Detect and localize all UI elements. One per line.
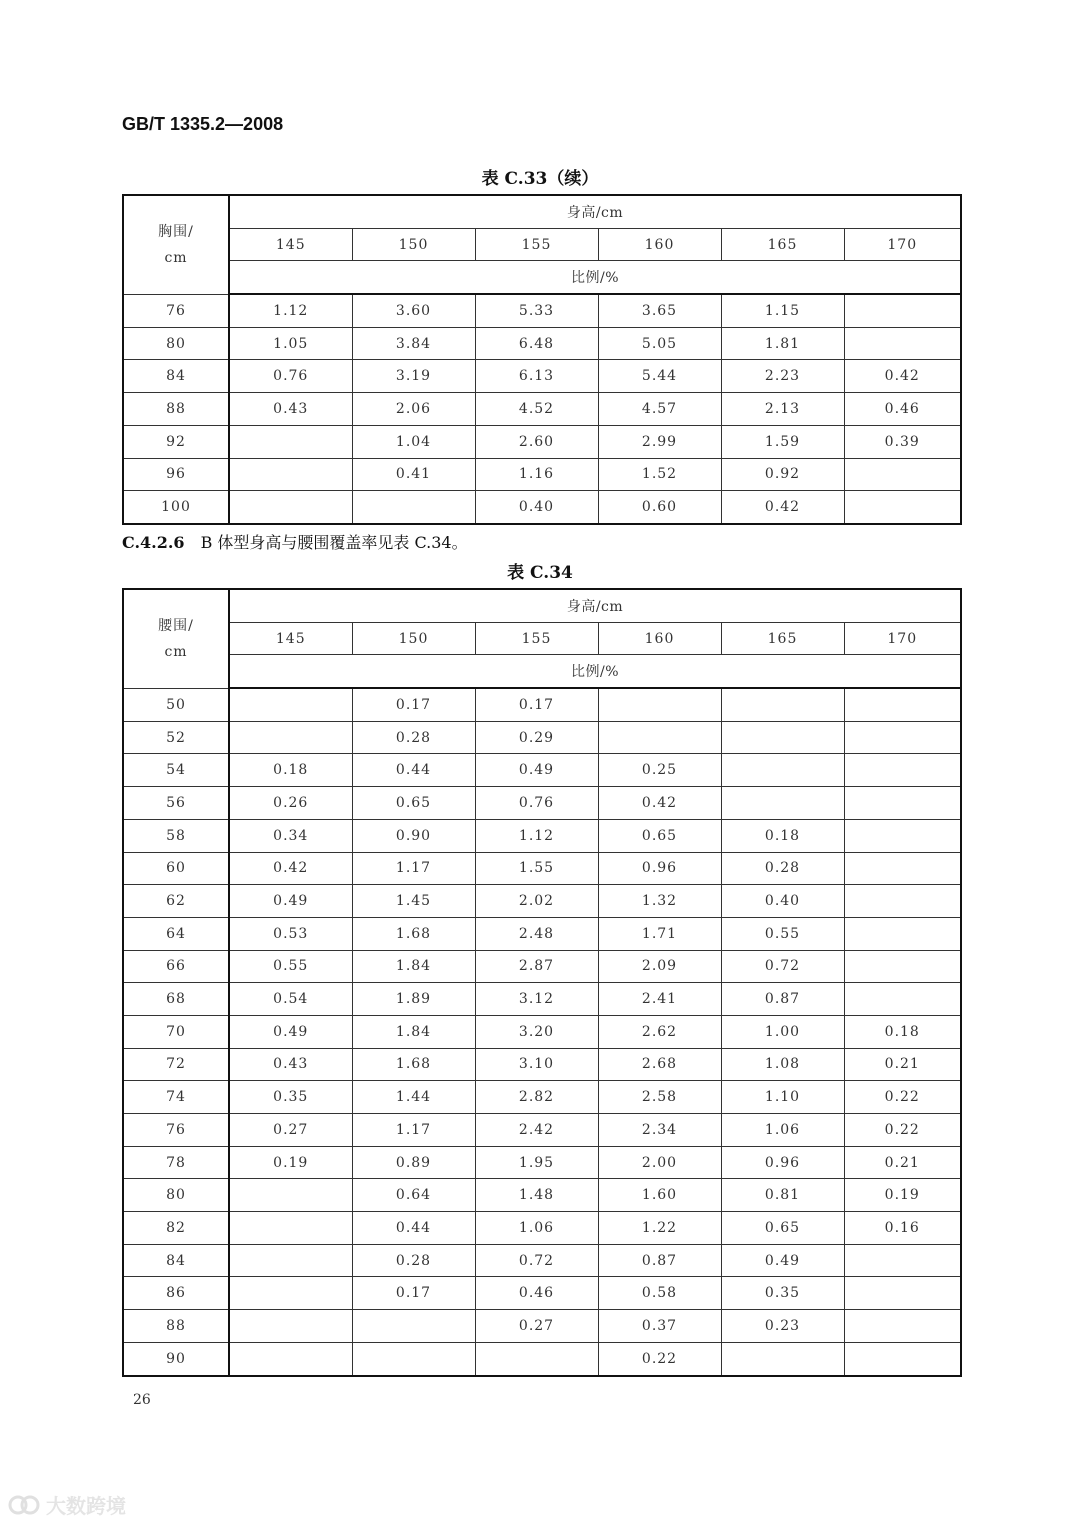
value-cell [844,950,961,983]
row-label-cell: 86 [123,1277,229,1310]
value-cell: 0.81 [721,1179,844,1212]
heights-row [123,228,961,261]
value-cell: 3.20 [475,1015,598,1048]
value-cell: 0.17 [352,688,475,721]
table-row [123,360,961,393]
value-cell: 0.43 [229,393,352,426]
table-row [123,1146,961,1179]
table-row [123,1244,961,1277]
value-cell: 0.42 [229,852,352,885]
value-cell: 1.10 [721,1081,844,1114]
value-cell: 0.54 [229,983,352,1016]
value-cell [844,1244,961,1277]
value-cell: 0.60 [598,491,721,524]
value-cell [721,721,844,754]
height-group-header: 身高/cm [229,589,961,622]
table-33-body [123,294,961,524]
table-row [123,425,961,458]
value-cell: 0.96 [721,1146,844,1179]
value-cell: 0.27 [229,1114,352,1147]
value-cell: 2.09 [598,950,721,983]
heights-row [123,622,961,655]
value-cell: 1.84 [352,1015,475,1048]
table-34-caption: 表 C.34 [507,563,573,583]
value-cell: 2.41 [598,983,721,1016]
unit-header: 比例/% [229,655,961,688]
value-cell: 2.02 [475,885,598,918]
table-row [123,393,961,426]
height-header-cell: 150 [352,228,475,261]
value-cell [721,688,844,721]
height-header-cell: 170 [844,228,961,261]
value-cell [229,1179,352,1212]
table-33 [122,194,962,525]
value-cell [844,885,961,918]
section-number: C.4.2.6 [122,533,185,552]
value-cell: 1.15 [721,294,844,327]
value-cell: 1.32 [598,885,721,918]
value-cell: 0.89 [352,1146,475,1179]
value-cell: 0.55 [229,950,352,983]
row-label-cell: 58 [123,819,229,852]
height-header-cell: 155 [475,228,598,261]
table-row [123,1212,961,1245]
value-cell [844,294,961,327]
value-cell [229,1342,352,1375]
table-row [123,1179,961,1212]
value-cell: 0.18 [721,819,844,852]
value-cell: 1.12 [229,294,352,327]
value-cell: 0.34 [229,819,352,852]
value-cell [721,787,844,820]
value-cell: 0.35 [721,1277,844,1310]
table-row [123,1114,961,1147]
table-row [123,1081,961,1114]
value-cell: 0.65 [721,1212,844,1245]
corner-label-line2: cm [164,249,188,266]
table-33-caption: 表 C.33（续） [481,169,599,189]
value-cell [721,754,844,787]
value-cell: 3.12 [475,983,598,1016]
value-cell: 0.22 [598,1342,721,1375]
value-cell: 1.60 [598,1179,721,1212]
value-cell: 0.76 [475,787,598,820]
value-cell: 0.43 [229,1048,352,1081]
value-cell: 0.76 [229,360,352,393]
value-cell [229,458,352,491]
section-c-4-2-6 [122,530,468,553]
value-cell [844,1310,961,1343]
value-cell: 0.46 [844,393,961,426]
value-cell: 0.49 [475,754,598,787]
value-cell [844,721,961,754]
value-cell: 0.17 [475,688,598,721]
corner-label-line1: 胸围/ [158,223,194,240]
table-row [123,852,961,885]
value-cell: 1.68 [352,1048,475,1081]
unit-header: 比例/% [229,261,961,294]
height-header-cell: 165 [721,622,844,655]
table-34-corner-header [123,589,229,688]
value-cell: 0.26 [229,787,352,820]
value-cell: 1.06 [475,1212,598,1245]
row-label-cell: 70 [123,1015,229,1048]
height-header-cell: 150 [352,622,475,655]
row-label-cell: 84 [123,360,229,393]
value-cell: 0.92 [721,458,844,491]
row-label-cell: 100 [123,491,229,524]
table-row [123,294,961,327]
value-cell: 0.42 [721,491,844,524]
value-cell: 0.35 [229,1081,352,1114]
value-cell: 1.44 [352,1081,475,1114]
value-cell [229,1310,352,1343]
value-cell [229,688,352,721]
value-cell: 1.71 [598,917,721,950]
row-label-cell: 68 [123,983,229,1016]
value-cell: 0.53 [229,917,352,950]
height-header-cell: 160 [598,622,721,655]
value-cell [598,721,721,754]
value-cell: 1.45 [352,885,475,918]
row-label-cell: 52 [123,721,229,754]
value-cell [229,721,352,754]
value-cell: 2.58 [598,1081,721,1114]
row-label-cell: 96 [123,458,229,491]
value-cell: 1.12 [475,819,598,852]
value-cell [229,1212,352,1245]
value-cell: 0.49 [229,885,352,918]
value-cell: 0.90 [352,819,475,852]
value-cell: 1.89 [352,983,475,1016]
value-cell: 4.57 [598,393,721,426]
value-cell: 1.22 [598,1212,721,1245]
height-header-cell: 155 [475,622,598,655]
value-cell: 2.62 [598,1015,721,1048]
value-cell: 3.60 [352,294,475,327]
value-cell: 0.72 [721,950,844,983]
table-34 [122,588,962,1377]
value-cell: 2.68 [598,1048,721,1081]
value-cell: 0.49 [229,1015,352,1048]
value-cell: 3.84 [352,327,475,360]
value-cell [229,491,352,524]
value-cell: 2.87 [475,950,598,983]
value-cell: 0.28 [721,852,844,885]
row-label-cell: 56 [123,787,229,820]
row-label-cell: 88 [123,1310,229,1343]
value-cell: 0.42 [844,360,961,393]
row-label-cell: 92 [123,425,229,458]
table-row [123,1277,961,1310]
value-cell: 5.33 [475,294,598,327]
value-cell: 0.72 [475,1244,598,1277]
value-cell [844,1342,961,1375]
value-cell: 4.52 [475,393,598,426]
table-row [123,327,961,360]
value-cell: 3.65 [598,294,721,327]
value-cell: 0.58 [598,1277,721,1310]
table-row [123,491,961,524]
table-row [123,950,961,983]
value-cell: 0.21 [844,1048,961,1081]
value-cell: 1.16 [475,458,598,491]
value-cell: 0.23 [721,1310,844,1343]
value-cell: 0.44 [352,1212,475,1245]
page-number: 26 [133,1392,151,1408]
row-label-cell: 74 [123,1081,229,1114]
value-cell [352,1310,475,1343]
row-label-cell: 78 [123,1146,229,1179]
height-header-cell: 165 [721,228,844,261]
table-row [123,1342,961,1375]
value-cell: 0.87 [598,1244,721,1277]
value-cell: 1.17 [352,852,475,885]
row-label-cell: 72 [123,1048,229,1081]
value-cell: 1.05 [229,327,352,360]
value-cell [229,425,352,458]
value-cell [475,1342,598,1375]
value-cell [844,852,961,885]
value-cell: 0.25 [598,754,721,787]
row-label-cell: 82 [123,1212,229,1245]
value-cell: 0.44 [352,754,475,787]
value-cell: 2.06 [352,393,475,426]
section-text: B 体型身高与腰围覆盖率见表 C.34。 [200,533,468,552]
value-cell [844,458,961,491]
value-cell: 6.48 [475,327,598,360]
value-cell: 3.19 [352,360,475,393]
height-header-cell: 170 [844,622,961,655]
value-cell: 0.87 [721,983,844,1016]
value-cell: 1.81 [721,327,844,360]
value-cell [844,688,961,721]
value-cell: 0.65 [352,787,475,820]
value-cell: 1.08 [721,1048,844,1081]
row-label-cell: 88 [123,393,229,426]
value-cell [844,754,961,787]
value-cell [844,491,961,524]
standard-code: GB/T 1335.2—2008 [122,114,284,134]
value-cell: 0.41 [352,458,475,491]
height-header-cell: 160 [598,228,721,261]
value-cell: 0.46 [475,1277,598,1310]
value-cell: 0.16 [844,1212,961,1245]
value-cell: 0.18 [229,754,352,787]
row-label-cell: 84 [123,1244,229,1277]
height-header-cell: 145 [229,622,352,655]
value-cell: 1.59 [721,425,844,458]
value-cell: 1.04 [352,425,475,458]
value-cell: 1.55 [475,852,598,885]
row-label-cell: 62 [123,885,229,918]
value-cell: 2.60 [475,425,598,458]
value-cell: 0.96 [598,852,721,885]
row-label-cell: 76 [123,1114,229,1147]
value-cell: 1.95 [475,1146,598,1179]
value-cell: 0.55 [721,917,844,950]
value-cell: 0.22 [844,1081,961,1114]
value-cell: 2.42 [475,1114,598,1147]
table-row [123,1015,961,1048]
value-cell: 0.40 [721,885,844,918]
row-label-cell: 76 [123,294,229,327]
value-cell: 2.23 [721,360,844,393]
value-cell: 2.82 [475,1081,598,1114]
watermark-text: 大数跨境 [46,1494,126,1518]
value-cell: 0.27 [475,1310,598,1343]
value-cell: 0.29 [475,721,598,754]
value-cell: 0.39 [844,425,961,458]
value-cell: 2.00 [598,1146,721,1179]
value-cell: 1.17 [352,1114,475,1147]
table-row [123,787,961,820]
value-cell [598,688,721,721]
value-cell [229,1244,352,1277]
table-row [123,1048,961,1081]
height-header-cell: 145 [229,228,352,261]
value-cell [844,787,961,820]
value-cell: 0.28 [352,721,475,754]
value-cell: 0.18 [844,1015,961,1048]
row-label-cell: 50 [123,688,229,721]
value-cell [844,1277,961,1310]
table-row [123,983,961,1016]
value-cell: 0.65 [598,819,721,852]
value-cell: 2.99 [598,425,721,458]
watermark [8,1490,126,1519]
value-cell: 0.28 [352,1244,475,1277]
value-cell [844,983,961,1016]
value-cell: 0.19 [844,1179,961,1212]
corner-label-line2: cm [164,643,188,660]
row-label-cell: 54 [123,754,229,787]
value-cell: 0.21 [844,1146,961,1179]
height-group-header: 身高/cm [229,195,961,228]
value-cell: 5.44 [598,360,721,393]
value-cell: 6.13 [475,360,598,393]
value-cell: 0.37 [598,1310,721,1343]
value-cell: 5.05 [598,327,721,360]
table-row [123,1310,961,1343]
row-label-cell: 66 [123,950,229,983]
value-cell: 1.48 [475,1179,598,1212]
table-row [123,721,961,754]
watermark-logo-icon [8,1494,40,1516]
value-cell: 0.42 [598,787,721,820]
value-cell: 0.22 [844,1114,961,1147]
row-label-cell: 60 [123,852,229,885]
value-cell: 1.00 [721,1015,844,1048]
table-row [123,688,961,721]
table-row [123,917,961,950]
value-cell [844,917,961,950]
table-33-corner-header [123,195,229,294]
value-cell [352,1342,475,1375]
table-row [123,885,961,918]
value-cell: 0.49 [721,1244,844,1277]
value-cell: 1.84 [352,950,475,983]
value-cell: 3.10 [475,1048,598,1081]
value-cell [844,327,961,360]
row-label-cell: 64 [123,917,229,950]
value-cell: 2.13 [721,393,844,426]
row-label-cell: 90 [123,1342,229,1375]
value-cell [352,491,475,524]
table-34-body [123,688,961,1375]
value-cell [844,819,961,852]
value-cell: 0.19 [229,1146,352,1179]
row-label-cell: 80 [123,1179,229,1212]
value-cell [229,1277,352,1310]
table-row [123,754,961,787]
value-cell [721,1342,844,1375]
value-cell: 0.64 [352,1179,475,1212]
value-cell: 1.06 [721,1114,844,1147]
value-cell: 0.17 [352,1277,475,1310]
table-row [123,458,961,491]
value-cell: 2.34 [598,1114,721,1147]
value-cell: 1.68 [352,917,475,950]
corner-label-line1: 腰围/ [158,617,194,634]
value-cell: 1.52 [598,458,721,491]
value-cell: 0.40 [475,491,598,524]
value-cell: 2.48 [475,917,598,950]
table-row [123,819,961,852]
row-label-cell: 80 [123,327,229,360]
